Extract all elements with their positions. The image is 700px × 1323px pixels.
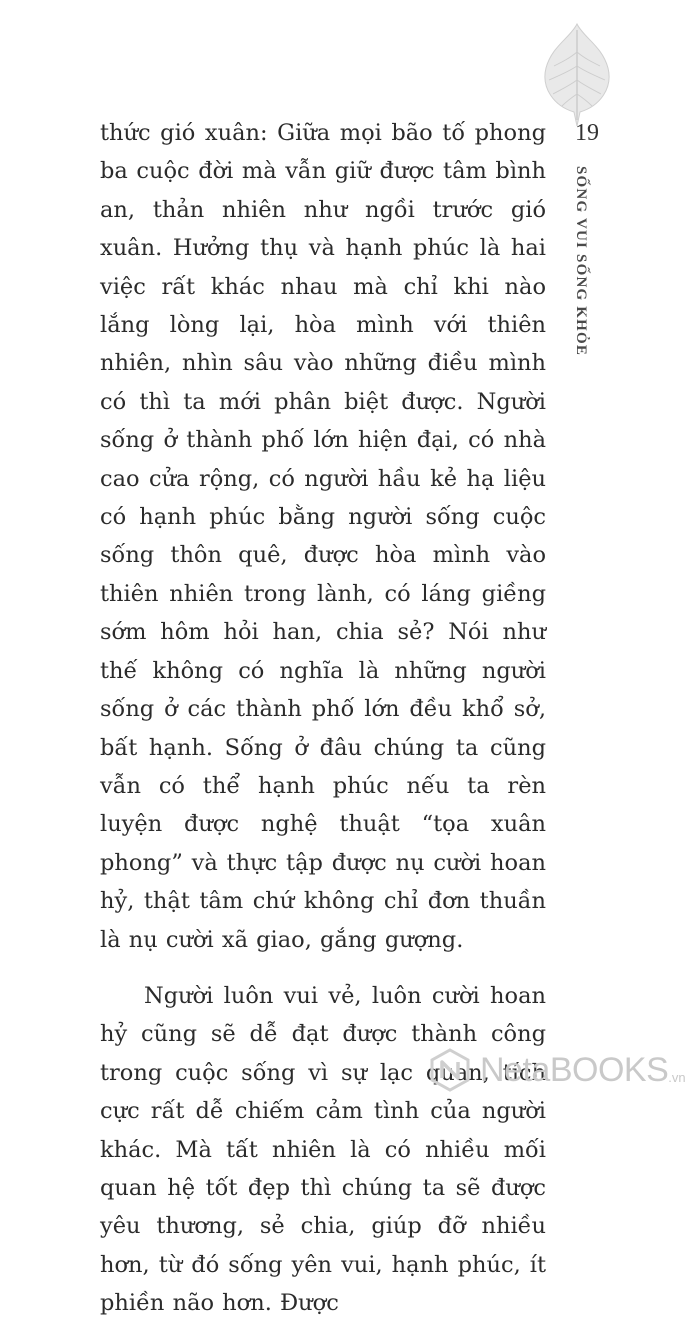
netabooks-logo-icon xyxy=(428,1048,472,1092)
page-number: 19 xyxy=(575,120,599,146)
paragraph-1: thức gió xuân: Giữa mọi bão tố phong ba cuộc đời mà vẫn giữ được tâm bình an, thản nhiên như ngồi trước gió xuân. Hưởng thụ và hạnh phúc là hai việc rất khác nhau mà chỉ khi nào lắng lòng lại, hòa mình với thiên nhiên, nhìn sâu vào những điều mình có thì ta mới phân biệt được. Người sống ở thành phố lớn hiện đại, có nhà cao cửa rộng, có người hầu kẻ hạ liệu có hạnh phúc bằng người sống cuộc sống thôn quê, được hòa mình vào thiên nhiên trong lành, có láng giềng sớm hôm hỏi han, chia sẻ? Nói như thế không có nghĩa là những người sống ở các thành phố lớn đều khổ sở, bất hạnh. Sống ở đâu chúng ta cũng vẫn có thể hạnh phúc nếu ta rèn luyện được nghệ thuật “tọa xuân phong” và thực tập được nụ cười hoan hỷ, thật tâm chứ không chỉ đơn thuần là nụ cười xã giao, gắng gượng. xyxy=(100,120,546,953)
watermark-brand: NetaBOOKS xyxy=(480,1050,669,1089)
watermark-suffix: .vn xyxy=(668,1069,686,1085)
bodhi-leaf-icon xyxy=(540,22,614,126)
watermark xyxy=(428,1044,686,1096)
running-head-title: SỐNG VUI SỐNG KHỎE xyxy=(573,166,589,357)
body-text xyxy=(100,114,546,1323)
paragraph-2: Người luôn vui vẻ, luôn cười hoan hỷ cũng sẽ dễ đạt được thành công trong cuộc sống vì sự lạc quan, tích cực rất dễ chiếm cảm tình của người khác. Mà tất nhiên là có nhiều mối quan hệ tốt đẹp thì chúng ta sẽ được yêu thương, sẻ chia, giúp đỡ nhiều hơn, từ đó sống yên vui, hạnh phúc, ít phiền não hơn. Được xyxy=(100,982,546,1317)
